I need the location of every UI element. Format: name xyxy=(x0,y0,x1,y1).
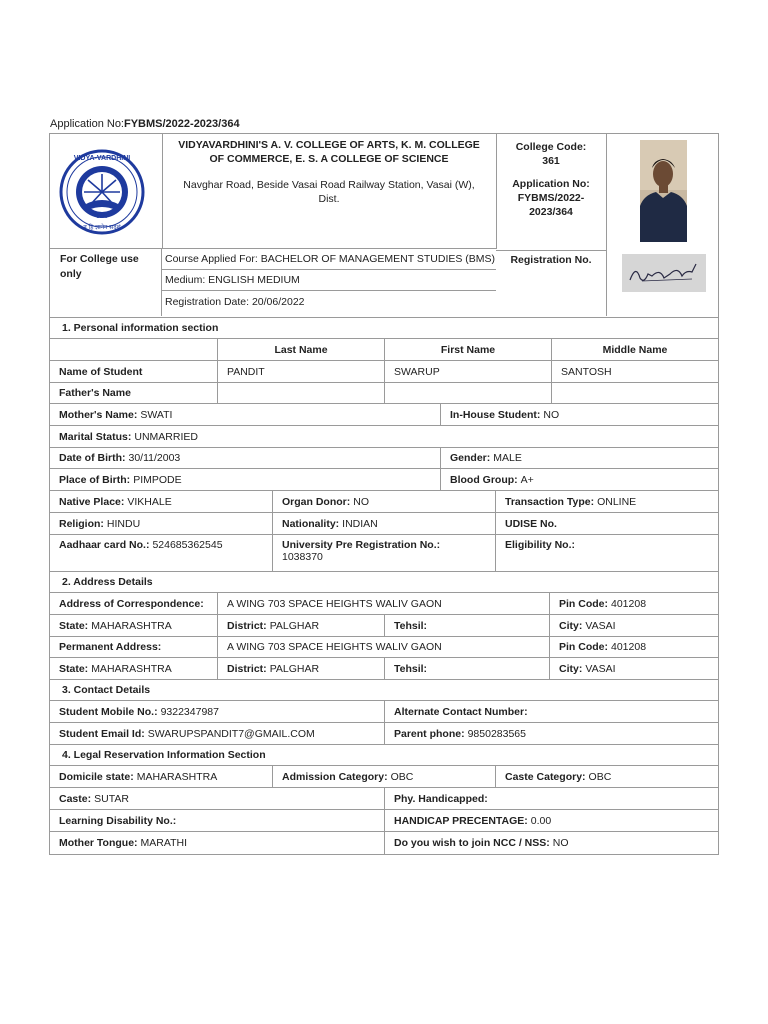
university-pre-registration: University Pre Registration No.: 1038370 xyxy=(273,535,496,571)
nationality: Nationality: INDIAN xyxy=(273,513,496,534)
aadhaar-row xyxy=(50,535,718,572)
email-row xyxy=(50,723,718,745)
col-last-name: Last Name xyxy=(218,339,385,360)
permanent-address: A WING 703 SPACE HEIGHTS WALIV GAON xyxy=(218,637,550,657)
mother-name: Mother's Name: SWATI xyxy=(50,404,441,425)
signature-image xyxy=(622,254,706,292)
phy-handicapped: Phy. Handicapped: xyxy=(394,792,488,805)
first-name: SWARUP xyxy=(385,361,552,382)
district-2: District: PALGHAR xyxy=(218,658,385,679)
native-place: Native Place: VIKHALE xyxy=(50,491,273,512)
disability-row xyxy=(50,810,718,832)
contact-section-title: 3. Contact Details xyxy=(50,680,718,701)
domicile-row xyxy=(50,766,718,788)
course-applied: Course Applied For: BACHELOR OF MANAGEMENT STUDIES (BMS) xyxy=(162,248,496,270)
state-row-1 xyxy=(50,615,718,637)
header-application-value: FYBMS/2022-2023/364 xyxy=(517,192,585,218)
dob-row xyxy=(50,448,718,469)
college-name: VIDYAVARDHINI'S A. V. COLLEGE OF ARTS, K. M. COLLEGE OF COMMERCE, E. S. A COLLEGE OF SCIENCE xyxy=(178,139,480,165)
pin-code-2: Pin Code: 401208 xyxy=(559,641,647,653)
admission-category: Admission Category: OBC xyxy=(273,766,496,787)
transaction-type: Transaction Type: ONLINE xyxy=(505,495,637,508)
form-header xyxy=(50,134,718,318)
gender: Gender: MALE xyxy=(450,452,522,464)
logo-year: 1970 xyxy=(96,214,108,220)
learning-disability: Learning Disability No.: xyxy=(50,810,385,831)
course-info xyxy=(162,248,496,314)
medium: Medium: ENGLISH MEDIUM xyxy=(162,270,496,291)
udise-no: UDISE No. xyxy=(505,517,557,530)
correspondence-row xyxy=(50,593,718,615)
col-first-name: First Name xyxy=(385,339,552,360)
marital-status: Marital Status: UNMARRIED xyxy=(59,430,198,443)
col-middle-name: Middle Name xyxy=(602,343,668,356)
college-address: Navghar Road, Beside Vasai Road Railway Station, Vasai (W), Dist. xyxy=(183,179,475,205)
registration-date: Registration Date: 20/06/2022 xyxy=(165,296,305,308)
father-last xyxy=(218,383,385,403)
tongue-row xyxy=(50,832,718,854)
eligibility-no: Eligibility No.: xyxy=(505,539,575,551)
tehsil-2: Tehsil: xyxy=(385,658,550,679)
logo-bottom-text: न हि ज्ञानेन सदृशं xyxy=(83,224,121,231)
father-first xyxy=(385,383,552,403)
permanent-row xyxy=(50,637,718,658)
pin-code-1: Pin Code: 401208 xyxy=(559,597,647,610)
application-form xyxy=(49,133,719,855)
city-2: City: VASAI xyxy=(559,662,616,675)
logo-cell xyxy=(50,134,163,249)
address-section-title: 2. Address Details xyxy=(50,572,718,593)
religion-row xyxy=(50,513,718,535)
code-cell xyxy=(496,134,607,316)
father-middle xyxy=(552,383,718,403)
student-mobile: Student Mobile No.: 9322347987 xyxy=(50,701,385,722)
correspondence-address: A WING 703 SPACE HEIGHTS WALIV GAON xyxy=(218,593,550,614)
student-photo xyxy=(640,140,687,242)
mother-tongue: Mother Tongue: MARATHI xyxy=(50,832,385,854)
district-1: District: PALGHAR xyxy=(218,615,385,636)
domicile-state: Domicile state: MAHARASHTRA xyxy=(50,766,273,787)
college-logo xyxy=(50,134,162,248)
place-of-birth: Place of Birth: PIMPODE xyxy=(50,469,441,490)
correspondence-label: Address of Correspondence: xyxy=(50,593,218,614)
date-of-birth: Date of Birth: 30/11/2003 xyxy=(50,448,441,468)
handicap-percentage: HANDICAP PRECENTAGE: 0.00 xyxy=(394,814,552,827)
middle-name: SANTOSH xyxy=(561,365,612,378)
religion: Religion: HINDU xyxy=(50,513,273,534)
native-row xyxy=(50,491,718,513)
tehsil-1: Tehsil: xyxy=(385,615,550,636)
blood-group: Blood Group: A+ xyxy=(450,473,534,486)
ncc-nss: Do you wish to join NCC / NSS: NO xyxy=(394,837,569,849)
personal-section-title: 1. Personal information section xyxy=(50,318,718,339)
permanent-label: Permanent Address: xyxy=(50,637,218,657)
caste: Caste: SUTAR xyxy=(50,788,385,809)
marital-row xyxy=(50,426,718,448)
state-2: State: MAHARASHTRA xyxy=(50,658,218,679)
aadhaar-card: Aadhaar card No.: 524685362545 xyxy=(50,535,273,571)
organ-donor: Organ Donor: NO xyxy=(273,491,496,512)
photo-cell xyxy=(606,134,718,316)
city-1: City: VASAI xyxy=(559,619,616,632)
mother-row xyxy=(50,404,718,426)
name-header-row xyxy=(50,339,718,361)
application-number-top: Application No:FYBMS/2022-2023/364 xyxy=(50,118,240,130)
state-1: State: MAHARASHTRA xyxy=(50,615,218,636)
caste-category: Caste Category: OBC xyxy=(505,770,612,783)
college-use-label: For College use only xyxy=(50,248,162,316)
father-label: Father's Name xyxy=(50,383,218,403)
college-info xyxy=(162,134,497,249)
last-name: PANDIT xyxy=(218,361,385,382)
parent-phone: Parent phone: 9850283565 xyxy=(394,727,526,740)
alternate-contact: Alternate Contact Number: xyxy=(394,705,528,718)
college-code-value: 361 xyxy=(542,155,560,167)
student-email: Student Email Id: SWARUPSPANDIT7@GMAIL.COM xyxy=(50,723,385,744)
pob-row xyxy=(50,469,718,491)
registration-no-label: Registration No. xyxy=(496,250,606,266)
empty-cell xyxy=(50,339,218,360)
name-label: Name of Student xyxy=(50,361,218,382)
caste-row xyxy=(50,788,718,810)
mobile-row xyxy=(50,701,718,723)
college-code-label: College Code: xyxy=(515,141,587,153)
father-row xyxy=(50,383,718,404)
logo-arc-text: VIDYA-VARDHINI xyxy=(73,155,131,162)
student-name-row xyxy=(50,361,718,383)
legal-section-title: 4. Legal Reservation Information Section xyxy=(50,745,718,766)
inhouse-student: In-House Student: NO xyxy=(450,408,560,421)
state-row-2 xyxy=(50,658,718,680)
header-application-label: Application No: xyxy=(512,178,590,190)
